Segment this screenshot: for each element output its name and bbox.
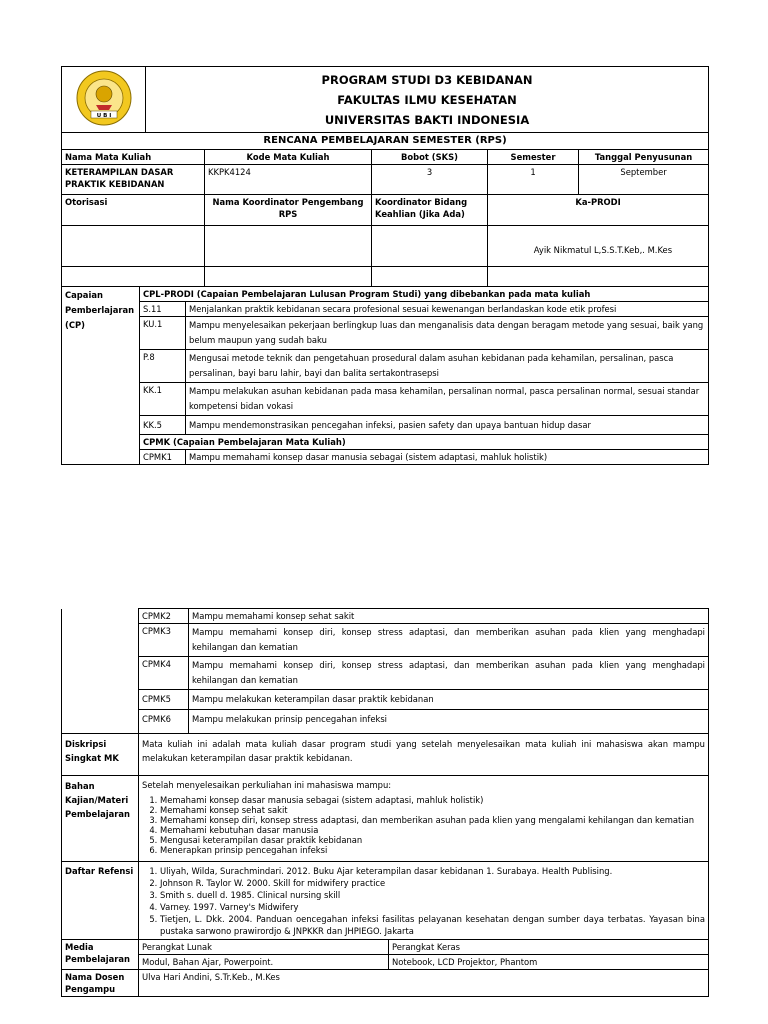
svg-text:U B I: U B I	[96, 113, 111, 119]
cpl-text: Mampu menyelesaikan pekerjaan berlingkup luas dan menganalisis data dengan beragam metode yang sesuai, baik yang belum maupun yang sudah baku	[186, 317, 709, 350]
lecturer-label: Nama Dosen Pengampu	[62, 970, 139, 997]
semester-value: 1	[488, 165, 579, 195]
blank-cell-4	[488, 267, 709, 287]
developer-label: Nama Koordinator Pengembang RPS	[205, 195, 372, 226]
rps-page-2	[61, 608, 708, 997]
materials-label: Bahan Kajian/Materi Pembelajaran	[62, 776, 139, 862]
list-item: 3. Memahami konsep diri, konsep stress adaptasi, dan memberikan asuhan pada klien yang mengalami kehilangan dan kematian	[160, 815, 705, 825]
head-of-program-label: Ka-PRODI	[488, 195, 709, 226]
developer-signature	[205, 226, 372, 267]
header-title-block	[146, 67, 709, 133]
cpmk-text: Mampu melakukan prinsip pencegahan infeksi	[189, 710, 709, 734]
references-label: Daftar Refensi	[62, 862, 139, 940]
semester-label: Semester	[488, 150, 579, 165]
university-title: UNIVERSITAS BAKTI INDONESIA	[324, 113, 530, 127]
cpmk-text: Mampu melakukan keterampilan dasar praktik kebidanan	[189, 690, 709, 710]
blank-cell-3	[372, 267, 488, 287]
cpl-code: KK.1	[140, 383, 186, 416]
cpmk-code: CPMK4	[139, 657, 189, 690]
list-item: 1. Uliyah, Wilda, Surachmindari. 2012. Buku Ajar keterampilan dasar kebidanan 1. Surabaya. Health Publising.	[160, 865, 705, 877]
cpmk-code: CPMK6	[139, 710, 189, 734]
cpmk-continued-table	[61, 608, 709, 940]
media-table	[61, 939, 709, 997]
rps-page-1	[61, 66, 708, 465]
list-item: 6. Menerapkan prinsip pencegahan infeksi	[160, 845, 705, 855]
cpl-code: P.8	[140, 350, 186, 383]
list-item: 4. Memahami kebutuhan dasar manusia	[160, 825, 705, 835]
course-name-label: Nama Mata Kuliah	[62, 150, 205, 165]
cpl-prodi-heading: CPL-PRODI (Capaian Pembelajaran Lulusan Program Studi) yang dibebankan pada mata kuliah	[140, 287, 709, 302]
cpmk-code: CPMK2	[139, 609, 189, 624]
references-list	[142, 865, 705, 937]
date-label: Tanggal Penyusunan	[579, 150, 709, 165]
cpmk-text: Mampu memahami konsep diri, konsep stress adaptasi, dan memberikan asuhan pada klien yang menghadapi kehilangan dan kematian	[189, 624, 709, 657]
description-text: Mata kuliah ini adalah mata kuliah dasar program studi yang setelah menyelesaikan mata kuliah ini mahasiswa akan mampu melakukan keterampilan dasar praktik kebidanan.	[139, 734, 709, 776]
cpmk-text: Mampu memahami konsep dasar manusia sebagai (sistem adaptasi, mahluk holistik)	[186, 450, 709, 465]
course-code-label: Kode Mata Kuliah	[205, 150, 372, 165]
media-label: Media Pembelajaran	[62, 940, 139, 970]
cp-label: Capaian Pemberlajaran (CP)	[62, 287, 140, 465]
hardware-label: Perangkat Keras	[389, 940, 709, 955]
cpl-code: KK.5	[140, 416, 186, 435]
authorization-label: Otorisasi	[62, 195, 205, 226]
date-value: September	[579, 165, 709, 195]
description-label: Diskripsi Singkat MK	[62, 734, 139, 776]
cpmk-code: CPMK3	[139, 624, 189, 657]
blank-cell-1	[62, 267, 205, 287]
list-item: 5. Tietjen, L. Dkk. 2004. Panduan oencegahan infeksi fasilitas pelayanan kesehatan dengan sumber daya terbatas. Yayasan bina pustaka sarwono prawirordjo & JNPKKR dan JHPIEGO. Jakarta	[160, 913, 705, 937]
hardware-value: Notebook, LCD Projektor, Phantom	[389, 955, 709, 970]
university-logo-icon	[71, 69, 137, 127]
cpmk-text: Mampu memahami konsep sehat sakit	[189, 609, 709, 624]
list-item: 2. Memahami konsep sehat sakit	[160, 805, 705, 815]
list-item: 5. Mengusai keterampilan dasar praktik kebidanan	[160, 835, 705, 845]
cpmk-text: Mampu memahami konsep diri, konsep stress adaptasi, dan memberikan asuhan pada klien yang menghadapi kehilangan dan kematian	[189, 657, 709, 690]
list-item: 3. Smith s. duell d. 1985. Clinical nursing skill	[160, 889, 705, 901]
list-item: 2. Johnson R. Taylor W. 2000. Skill for midwifery practice	[160, 877, 705, 889]
authorization-blank	[62, 226, 205, 267]
program-title: PROGRAM STUDI D3 KEBIDANAN	[321, 73, 533, 87]
head-of-program-name: Ayik Nikmatul L,S.S.T.Keb,. M.Kes	[488, 226, 709, 267]
references-content	[139, 862, 709, 940]
list-item: 4. Varney. 1997. Varney's Midwifery	[160, 901, 705, 913]
cpl-code: KU.1	[140, 317, 186, 350]
cpl-text: Mengusai metode teknik dan pengetahuan prosedural dalam asuhan kebidanan pada kehamilan, persalinan, pasca persalinan, bayi baru lahir, bayi dan balita sertakontrasepsi	[186, 350, 709, 383]
cpmk-code: CPMK1	[140, 450, 186, 465]
cpl-text: Mampu melakukan asuhan kebidanan pada masa kehamilan, persalinan normal, pasca persalinan normal, sesuai standar kompetensi bidan vokasi	[186, 383, 709, 416]
cpl-text: Menjalankan praktik kebidanan secara profesional sesuai kewenangan berlandaskan kode etik profesi	[186, 302, 709, 317]
materials-content	[139, 776, 709, 862]
university-logo	[62, 67, 146, 133]
blank-cell-2	[205, 267, 372, 287]
lecturer-name: Ulva Hari Andini, S.Tr.Keb., M.Kes	[139, 970, 709, 997]
cpmk-code: CPMK5	[139, 690, 189, 710]
cpl-code: S.11	[140, 302, 186, 317]
field-coordinator-signature	[372, 226, 488, 267]
cp-label-continued	[62, 609, 139, 734]
materials-list	[142, 795, 705, 855]
faculty-title: FAKULTAS ILMU KESEHATAN	[337, 93, 517, 107]
credits-label: Bobot (SKS)	[372, 150, 488, 165]
cpl-text: Mampu mendemonstrasikan pencegahan infeksi, pasien safety dan upaya bantuan hidup dasar	[186, 416, 709, 435]
course-name: KETERAMPILAN DASAR PRAKTIK KEBIDANAN	[62, 165, 205, 195]
cpmk-heading: CPMK (Capaian Pembelajaran Mata Kuliah)	[140, 435, 709, 450]
list-item: 1. Memahami konsep dasar manusia sebagai (sistem adaptasi, mahluk holistik)	[160, 795, 705, 805]
cp-table	[61, 286, 709, 465]
field-coordinator-label: Koordinator Bidang Keahlian (Jika Ada)	[372, 195, 488, 226]
materials-intro: Setelah menyelesaikan perkuliahan ini mahasiswa mampu:	[142, 780, 392, 790]
course-code: KKPK4124	[205, 165, 372, 195]
rps-header-table	[61, 66, 709, 287]
software-label: Perangkat Lunak	[139, 940, 389, 955]
rps-title: RENCANA PEMBELAJARAN SEMESTER (RPS)	[62, 133, 709, 150]
credits-value: 3	[372, 165, 488, 195]
software-value: Modul, Bahan Ajar, Powerpoint.	[139, 955, 389, 970]
